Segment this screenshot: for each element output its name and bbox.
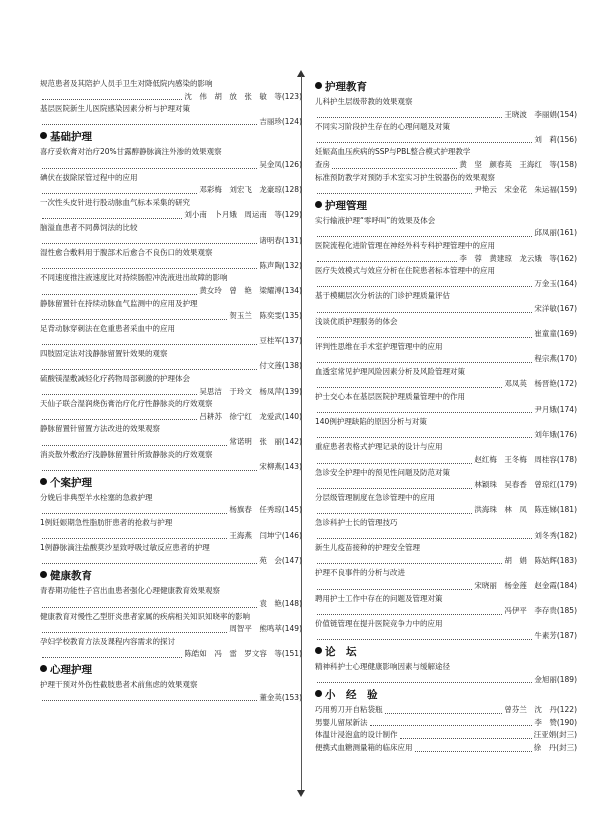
entry-title: 足背动脉穿刺法在危重患者采血中的应用 bbox=[40, 323, 175, 333]
toc-entry[interactable] bbox=[40, 197, 302, 222]
entry-title: 基于模糊层次分析法的门诊护理质量评估 bbox=[315, 291, 450, 301]
toc-entry[interactable] bbox=[40, 146, 302, 171]
toc-right-column bbox=[315, 78, 577, 755]
toc-entry[interactable] bbox=[315, 704, 577, 717]
entry-page: (161) bbox=[556, 228, 577, 238]
section-title: 小 经 验 bbox=[325, 689, 378, 702]
entry-title: 一次性头皮针进行股动脉血气标本采集的研究 bbox=[40, 197, 190, 207]
toc-entry[interactable] bbox=[315, 96, 577, 121]
toc-entry[interactable] bbox=[315, 717, 577, 730]
entry-title: 急诊科护士长的管理技巧 bbox=[315, 518, 398, 527]
entry-authors: 洪海珠 林 凤 陈连娣 bbox=[474, 505, 557, 515]
entry-authors: 陈皓如 冯 雷 罗文容 等 bbox=[184, 649, 282, 659]
leader-dots bbox=[42, 99, 182, 100]
entry-title-continued: 查房 bbox=[315, 159, 330, 169]
entry-authors: 金旭丽 bbox=[534, 674, 557, 684]
entry-page: (128) bbox=[281, 185, 302, 195]
entry-title: 基层医院新生儿医院感染因素分析与护理对策 bbox=[40, 104, 190, 114]
entry-authors: 常诺明 张 丽 bbox=[229, 437, 282, 447]
entry-page: (179) bbox=[556, 480, 577, 490]
entry-authors: 吴思洁 于玲文 杨凤萍 bbox=[199, 386, 282, 396]
entry-page: (129) bbox=[281, 210, 302, 220]
entry-page: (封三) bbox=[556, 742, 577, 752]
leader-dots bbox=[317, 142, 532, 143]
entry-page: (149) bbox=[281, 624, 302, 634]
leader-dots bbox=[42, 607, 257, 608]
toc-entry[interactable] bbox=[315, 146, 577, 171]
entry-title: 1例妊娠期急性脂肪肝患者的抢救与护理 bbox=[40, 518, 173, 527]
entry-authors: 汪亚娟 bbox=[533, 730, 557, 740]
entry-title: 消炎散外敷治疗浅静脉留置针所致静脉炎的疗效观察 bbox=[40, 449, 213, 459]
entry-page: (178) bbox=[556, 455, 577, 465]
entry-authors: 刘冬秀 bbox=[534, 530, 557, 540]
toc-entry[interactable] bbox=[40, 78, 302, 103]
toc-entry[interactable] bbox=[315, 341, 577, 366]
entry-authors: 牛素芳 bbox=[534, 631, 557, 641]
entry-title: 医院流程化进阶管理在神经外科专科护理管理中的应用 bbox=[315, 240, 495, 250]
entry-title: 妊娠高血压疾病的SSP与PBL整合模式护理教学 bbox=[315, 147, 471, 157]
leader-dots bbox=[332, 168, 457, 169]
entry-title: 精神科护士心理健康影响因素与缓解途径 bbox=[315, 661, 450, 671]
entry-page: (122) bbox=[556, 705, 577, 715]
entry-authors: 邓彩梅 刘宏飞 龙豪琼 bbox=[199, 185, 282, 195]
bullet-icon bbox=[315, 201, 322, 208]
entry-page: (123) bbox=[281, 91, 302, 101]
leader-dots bbox=[317, 236, 532, 237]
entry-authors: 邓凤英 杨晋艳 bbox=[504, 379, 557, 389]
entry-authors: 赵红梅 王冬梅 周桂容 bbox=[474, 455, 557, 465]
section-heading bbox=[40, 476, 302, 491]
entry-authors: 黄 坚 颜春英 王海红 等 bbox=[459, 159, 557, 169]
entry-page: (124) bbox=[281, 116, 302, 126]
leader-dots bbox=[317, 639, 532, 640]
leader-dots bbox=[317, 261, 457, 262]
leader-dots bbox=[42, 124, 257, 125]
toc-entry[interactable] bbox=[315, 567, 577, 592]
section-heading bbox=[40, 130, 302, 145]
entry-title: 护理干预对外伤性截肢患者术前焦虑的效果观察 bbox=[40, 679, 198, 689]
entry-page: (187) bbox=[556, 631, 577, 641]
leader-dots bbox=[317, 337, 532, 338]
entry-page: (封三) bbox=[556, 730, 577, 740]
entry-page: (164) bbox=[556, 278, 577, 288]
leader-dots bbox=[42, 268, 257, 269]
leader-dots bbox=[42, 470, 257, 471]
entry-title: 价值链管理在提升医院竞争力中的应用 bbox=[315, 618, 443, 628]
toc-entry[interactable] bbox=[315, 290, 577, 315]
entry-page: (183) bbox=[556, 555, 577, 565]
entry-authors: 李 赞 bbox=[534, 717, 557, 727]
entry-title: 巧用剪刀开自粘袋瓶 bbox=[315, 705, 383, 715]
entry-title: 不同实习阶段护生存在的心理问题及对策 bbox=[315, 122, 450, 132]
entry-title: 湿性愈合敷料用于腹部术后愈合不良伤口的效果观察 bbox=[40, 248, 213, 258]
section-title: 护理管理 bbox=[325, 199, 367, 212]
entry-authors: 尹艳云 宋金花 朱运福 bbox=[474, 185, 557, 195]
toc-entry[interactable] bbox=[40, 636, 302, 661]
entry-title: 喜疗妥软膏对治疗20%甘露醇静脉滴注外渗的效果观察 bbox=[40, 147, 222, 157]
leader-dots bbox=[42, 243, 257, 244]
toc-entry[interactable] bbox=[315, 366, 577, 391]
leader-dots bbox=[317, 538, 532, 539]
entry-authors: 吴金凤 bbox=[259, 159, 282, 169]
entry-authors: 付文莲 bbox=[259, 361, 282, 371]
leader-dots bbox=[317, 362, 532, 363]
entry-page: (169) bbox=[556, 329, 577, 339]
leader-dots bbox=[317, 286, 532, 287]
leader-dots bbox=[42, 657, 182, 658]
entry-authors: 宋洋敏 bbox=[534, 303, 557, 313]
bullet-icon bbox=[40, 665, 47, 672]
toc-entry[interactable] bbox=[315, 121, 577, 146]
entry-page: (162) bbox=[556, 253, 577, 263]
bullet-icon bbox=[315, 82, 322, 89]
toc-entry[interactable] bbox=[40, 348, 302, 373]
toc-entry[interactable] bbox=[40, 247, 302, 272]
entry-page: (181) bbox=[556, 505, 577, 515]
entry-page: (147) bbox=[281, 555, 302, 565]
entry-title: 孕妇学校教育方法及课程内容需求的探讨 bbox=[40, 636, 175, 646]
leader-dots bbox=[42, 394, 197, 395]
entry-authors: 陈声陶 bbox=[259, 260, 282, 270]
toc-entry[interactable] bbox=[40, 585, 302, 610]
entry-page: (132) bbox=[281, 260, 302, 270]
entry-authors: 沈 伟 胡 放 张 敏 等 bbox=[184, 91, 282, 101]
entry-page: (145) bbox=[281, 505, 302, 515]
entry-authors: 诸明春 bbox=[259, 235, 282, 245]
entry-title: 硫酸镁湿敷减轻化疗药物局部刺激的护理体会 bbox=[40, 374, 190, 384]
toc-entry[interactable] bbox=[40, 449, 302, 474]
entry-page: (167) bbox=[556, 303, 577, 313]
bullet-icon bbox=[315, 690, 322, 697]
entry-title: 青春期功能性子宫出血患者强化心理健康教育效果观察 bbox=[40, 586, 220, 596]
leader-dots bbox=[42, 632, 227, 633]
toc-entry[interactable] bbox=[40, 423, 302, 448]
entry-title: 体温计浸泡盒的设计制作 bbox=[315, 730, 398, 740]
leader-dots bbox=[317, 412, 532, 413]
section-title: 健康教育 bbox=[50, 570, 92, 583]
entry-authors: 万金玉 bbox=[534, 278, 557, 288]
entry-authors: 豆桂军 bbox=[259, 336, 282, 346]
entry-authors: 徐 丹 bbox=[533, 742, 557, 752]
section-title: 论 坛 bbox=[325, 645, 357, 658]
entry-authors: 刘小南 卜月娥 周运南 等 bbox=[184, 210, 282, 220]
section-heading bbox=[315, 645, 577, 660]
leader-dots bbox=[42, 218, 182, 219]
leader-dots bbox=[385, 713, 503, 714]
bullet-icon bbox=[40, 132, 47, 139]
entry-page: (159) bbox=[556, 185, 577, 195]
entry-page: (126) bbox=[281, 159, 302, 169]
entry-page: (156) bbox=[556, 134, 577, 144]
entry-title: 标准预防教学对预防手术室实习护生锐器伤的效果观察 bbox=[315, 172, 495, 182]
entry-title: 天仙子联合湿润烧伤膏治疗化疗性静脉炎的疗效观察 bbox=[40, 399, 213, 409]
toc-entry[interactable] bbox=[40, 492, 302, 517]
entry-authors: 董金英 bbox=[259, 692, 282, 702]
toc-entry[interactable] bbox=[315, 416, 577, 441]
entry-page: (134) bbox=[281, 285, 302, 295]
toc-entry[interactable] bbox=[315, 661, 577, 686]
toc-entry[interactable] bbox=[40, 611, 302, 636]
leader-dots bbox=[370, 725, 533, 726]
leader-dots bbox=[42, 445, 227, 446]
toc-entry[interactable] bbox=[40, 272, 302, 297]
entry-title: 脑溢血患者不同鼻饲法的比较 bbox=[40, 222, 138, 232]
entry-authors: 苑 会 bbox=[259, 555, 282, 565]
toc-entry[interactable] bbox=[315, 492, 577, 517]
entry-page: (137) bbox=[281, 336, 302, 346]
toc-left-column bbox=[40, 78, 302, 704]
leader-dots bbox=[42, 538, 227, 539]
entry-title: 男婴儿留尿新法 bbox=[315, 717, 368, 727]
leader-dots bbox=[317, 117, 502, 118]
entry-page: (172) bbox=[556, 379, 577, 389]
entry-title: 医疗失效模式与效应分析在住院患者标本管理中的应用 bbox=[315, 266, 495, 276]
entry-authors: 尹月娥 bbox=[534, 404, 557, 414]
entry-title: 聘用护士工作中存在的问题及管理对策 bbox=[315, 593, 443, 603]
entry-authors: 黄女玲 曾 艳 梁耀溥 bbox=[199, 285, 282, 295]
toc-entry[interactable] bbox=[315, 172, 577, 197]
leader-dots bbox=[42, 344, 257, 345]
toc-entry[interactable] bbox=[40, 679, 302, 704]
toc-entry[interactable] bbox=[40, 298, 302, 323]
entry-authors: 周智平 熊鸣萃 bbox=[229, 624, 282, 634]
leader-dots bbox=[317, 614, 502, 615]
leader-dots bbox=[317, 682, 532, 683]
entry-authors: 冯伊平 李存贵 bbox=[504, 606, 557, 616]
entry-authors: 李 蓉 黄建琼 龙云娥 等 bbox=[459, 253, 557, 263]
toc-entry[interactable] bbox=[315, 316, 577, 341]
entry-page: (176) bbox=[556, 429, 577, 439]
toc-entry[interactable] bbox=[315, 618, 577, 643]
entry-page: (140) bbox=[281, 411, 302, 421]
leader-dots bbox=[317, 463, 472, 464]
entry-page: (146) bbox=[281, 530, 302, 540]
entry-authors: 袁 艳 bbox=[259, 598, 282, 608]
leader-dots bbox=[415, 751, 532, 752]
leader-dots bbox=[317, 312, 532, 313]
entry-page: (143) bbox=[281, 462, 302, 472]
section-heading bbox=[40, 663, 302, 678]
entry-page: (182) bbox=[556, 530, 577, 540]
entry-authors: 王海燕 闫坤宁 bbox=[229, 530, 282, 540]
toc-entry[interactable] bbox=[40, 398, 302, 423]
entry-title: 分层级管理制度在急诊管理中的应用 bbox=[315, 492, 435, 502]
entry-authors: 贺玉兰 陈奕雯 bbox=[229, 311, 282, 321]
section-title: 护理教育 bbox=[325, 81, 367, 93]
toc-entry[interactable] bbox=[40, 222, 302, 247]
entry-page: (174) bbox=[556, 404, 577, 414]
leader-dots bbox=[42, 419, 197, 420]
bullet-icon bbox=[315, 647, 322, 654]
toc-entry[interactable] bbox=[315, 729, 577, 742]
entry-title: 新生儿疫苗接种的护理安全管理 bbox=[315, 543, 420, 553]
leader-dots bbox=[317, 563, 502, 564]
entry-authors: 刘年娥 bbox=[534, 429, 557, 439]
entry-authors: 邱凤丽 bbox=[534, 228, 557, 238]
toc-entry[interactable] bbox=[315, 742, 577, 755]
leader-dots bbox=[42, 369, 257, 370]
entry-page: (190) bbox=[556, 717, 577, 727]
entry-title: 护理不良事件的分析与改进 bbox=[315, 568, 405, 578]
entry-page: (154) bbox=[556, 109, 577, 119]
entry-authors: 曾芬兰 沈 丹 bbox=[504, 705, 557, 715]
entry-authors: 宋柳燕 bbox=[259, 462, 282, 472]
entry-title: 分娩后非典型羊水栓塞的急救护理 bbox=[40, 492, 153, 502]
leader-dots bbox=[42, 700, 257, 701]
bullet-icon bbox=[40, 571, 47, 578]
entry-page: (148) bbox=[281, 598, 302, 608]
toc-entry[interactable] bbox=[315, 265, 577, 290]
entry-title: 健康教育对慢性乙型肝炎患者家属的疾病相关知识知晓率的影响 bbox=[40, 611, 250, 621]
entry-title: 浅谈优质护理服务的体会 bbox=[315, 316, 398, 326]
leader-dots bbox=[317, 387, 502, 388]
entry-title: 急诊安全护理中的预见性问题及防范对策 bbox=[315, 467, 450, 477]
leader-dots bbox=[400, 738, 532, 739]
leader-dots bbox=[317, 513, 472, 514]
leader-dots bbox=[317, 437, 532, 438]
section-heading bbox=[315, 688, 577, 703]
entry-page: (170) bbox=[556, 354, 577, 364]
bullet-icon bbox=[40, 478, 47, 485]
leader-dots bbox=[317, 589, 472, 590]
leader-dots bbox=[317, 193, 472, 194]
entry-page: (135) bbox=[281, 311, 302, 321]
entry-title: 规范患者及其陪护人员手卫生对降低院内感染的影响 bbox=[40, 79, 213, 88]
entry-page: (138) bbox=[281, 361, 302, 371]
section-heading bbox=[315, 199, 577, 214]
entry-authors: 林颖珠 吴春香 曾琼红 bbox=[474, 480, 557, 490]
toc-entry[interactable] bbox=[315, 542, 577, 567]
leader-dots bbox=[42, 168, 257, 169]
entry-title: 评判性思维在手术室护理管理中的应用 bbox=[315, 341, 443, 351]
entry-page: (189) bbox=[556, 674, 577, 684]
leader-dots bbox=[42, 319, 227, 320]
toc-entry[interactable] bbox=[315, 593, 577, 618]
entry-title: 1例静脉滴注盐酸莫沙星致呼吸过敏反应患者的护理 bbox=[40, 543, 210, 553]
entry-page: (139) bbox=[281, 386, 302, 396]
toc-entry[interactable] bbox=[315, 391, 577, 416]
entry-title: 重症患者表格式护理记录的设计与应用 bbox=[315, 442, 443, 452]
entry-page: (185) bbox=[556, 606, 577, 616]
entry-title: 碘伏在拔除尿管过程中的应用 bbox=[40, 172, 138, 182]
entry-authors: 崔童童 bbox=[534, 329, 557, 339]
leader-dots bbox=[42, 294, 197, 295]
entry-title: 静脉留置针在持续动脉血气监测中的应用及护理 bbox=[40, 298, 198, 308]
leader-dots bbox=[42, 193, 197, 194]
entry-authors: 刘 莉 bbox=[534, 134, 557, 144]
section-title: 个案护理 bbox=[50, 476, 92, 489]
entry-title: 儿科护生层级带教的效果观察 bbox=[315, 97, 413, 106]
entry-page: (153) bbox=[281, 692, 302, 702]
toc-entry[interactable] bbox=[40, 542, 302, 567]
toc-entry[interactable] bbox=[40, 323, 302, 348]
entry-page: (184) bbox=[556, 580, 577, 590]
toc-entry[interactable] bbox=[40, 103, 302, 128]
entry-authors: 杨旗春 任秀琼 bbox=[229, 505, 282, 515]
toc-entry[interactable] bbox=[315, 467, 577, 492]
section-heading bbox=[315, 80, 577, 95]
toc-entry[interactable] bbox=[315, 517, 577, 542]
leader-dots bbox=[42, 513, 227, 514]
entry-title: 便携式血糖测量箱的临床应用 bbox=[315, 742, 413, 752]
section-title: 基础护理 bbox=[50, 131, 92, 144]
entry-authors: 胡 娟 陈姑辉 bbox=[504, 555, 557, 565]
entry-title: 护士交心本在基层医院护理质量管理中的作用 bbox=[315, 392, 465, 402]
toc-entry[interactable] bbox=[315, 240, 577, 265]
toc-entry[interactable] bbox=[40, 517, 302, 542]
column-divider-arrow-bottom bbox=[297, 790, 305, 797]
entry-title: 实行输液护理“零呼叫”的效果及体会 bbox=[315, 215, 436, 225]
entry-title: 血透室常见护理风险因素分析及风险管理对策 bbox=[315, 366, 465, 376]
entry-title: 静脉留置针留置方法改进的效果观察 bbox=[40, 424, 160, 434]
entry-page: (142) bbox=[281, 437, 302, 447]
entry-title: 四肢固定法对浅静脉留置针效果的观察 bbox=[40, 348, 168, 358]
entry-title: 140例护理缺陷的原因分析与对策 bbox=[315, 417, 427, 427]
toc-entry[interactable] bbox=[315, 441, 577, 466]
entry-authors: 吉丽珍 bbox=[259, 116, 282, 126]
leader-dots bbox=[42, 563, 257, 564]
entry-authors: 宋晓丽 杨金莲 赵金霞 bbox=[474, 580, 557, 590]
entry-authors: 吕耕苏 徐宁红 龙爱武 bbox=[199, 411, 282, 421]
toc-entry[interactable] bbox=[40, 373, 302, 398]
entry-page: (151) bbox=[281, 649, 302, 659]
leader-dots bbox=[317, 488, 472, 489]
section-heading bbox=[40, 569, 302, 584]
toc-entry[interactable] bbox=[40, 172, 302, 197]
entry-authors: 程宗燕 bbox=[534, 354, 557, 364]
toc-entry[interactable] bbox=[315, 215, 577, 240]
entry-authors: 王晓波 李丽娟 bbox=[504, 109, 557, 119]
entry-page: (158) bbox=[556, 159, 577, 169]
section-title: 心理护理 bbox=[50, 663, 92, 676]
entry-title: 不同速度推注液速度比对持续肠腔冲洗液进出故障的影响 bbox=[40, 273, 228, 283]
entry-page: (131) bbox=[281, 235, 302, 245]
